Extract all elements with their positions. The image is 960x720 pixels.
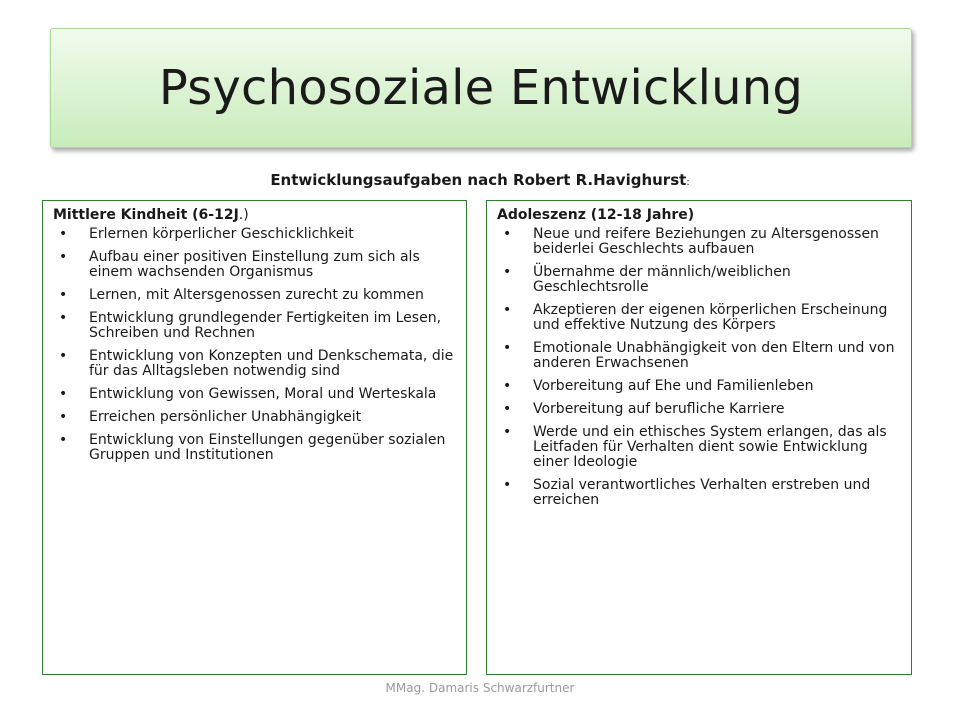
list-item bbox=[497, 265, 901, 295]
right-column-box bbox=[486, 200, 912, 675]
list-item-text: Vorbereitung auf berufliche Karriere bbox=[533, 401, 785, 417]
bullet-icon: • bbox=[503, 226, 512, 242]
list-item bbox=[497, 425, 901, 470]
list-item-text: Erreichen persönlicher Unabhängigkeit bbox=[89, 409, 362, 425]
bullet-icon: • bbox=[503, 378, 512, 394]
title-banner bbox=[50, 28, 912, 148]
list-item bbox=[53, 250, 456, 280]
list-item bbox=[53, 227, 456, 242]
list-item bbox=[53, 410, 456, 425]
list-item-text: Vorbereitung auf Ehe und Familienleben bbox=[533, 378, 814, 394]
list-item-text: Entwicklung von Gewissen, Moral und Werteskala bbox=[89, 386, 437, 402]
bullet-icon: • bbox=[59, 249, 68, 265]
bullet-icon: • bbox=[503, 401, 512, 417]
list-item-text: Erlernen körperlicher Geschicklichkeit bbox=[89, 226, 354, 242]
bullet-icon: • bbox=[503, 340, 512, 356]
list-item-text: Entwicklung grundlegender Fertigkeiten im Lesen, Schreiben und Rechnen bbox=[89, 310, 442, 341]
bullet-icon: • bbox=[59, 409, 68, 425]
list-item-text: Akzeptieren der eigenen körperlichen Erscheinung und effektive Nutzung des Körpers bbox=[533, 302, 888, 333]
bullet-icon: • bbox=[59, 287, 68, 303]
left-heading-text: Mittlere Kindheit (6-12J bbox=[53, 207, 239, 223]
left-heading-rest: .) bbox=[238, 207, 249, 223]
list-item bbox=[53, 433, 456, 463]
bullet-icon: • bbox=[503, 302, 512, 318]
bullet-icon: • bbox=[59, 226, 68, 242]
list-item bbox=[53, 349, 456, 379]
list-item-text: Emotionale Unabhängigkeit von den Eltern und von anderen Erwachsenen bbox=[533, 340, 895, 371]
slide-title: Psychosoziale Entwicklung bbox=[158, 60, 804, 116]
list-item-text: Lernen, mit Altersgenossen zurecht zu kommen bbox=[89, 287, 424, 303]
bullet-icon: • bbox=[503, 264, 512, 280]
list-item-text: Entwicklung von Konzepten und Denkschemata, die für das Alltagsleben notwendig sind bbox=[89, 348, 454, 379]
bullet-icon: • bbox=[59, 432, 68, 448]
list-item-text: Werde und ein ethisches System erlangen, das als Leitfaden für Verhalten dient sowie Entwicklung einer Ideologie bbox=[533, 424, 887, 470]
left-column-box bbox=[42, 200, 467, 675]
list-item bbox=[53, 387, 456, 402]
left-bullet-list bbox=[53, 227, 456, 463]
bullet-icon: • bbox=[59, 386, 68, 402]
left-column-heading bbox=[53, 207, 456, 223]
list-item bbox=[53, 311, 456, 341]
list-item bbox=[497, 402, 901, 417]
footer-author: MMag. Damaris Schwarzfurtner bbox=[0, 681, 960, 695]
bullet-icon: • bbox=[503, 477, 512, 493]
right-column-heading: Adoleszenz (12-18 Jahre) bbox=[497, 207, 695, 223]
list-item-text: Sozial verantwortliches Verhalten erstreben und erreichen bbox=[533, 477, 871, 508]
bullet-icon: • bbox=[59, 348, 68, 364]
list-item-text: Entwicklung von Einstellungen gegenüber sozialen Gruppen und Institutionen bbox=[89, 432, 446, 463]
list-item bbox=[497, 478, 901, 508]
list-item bbox=[497, 303, 901, 333]
subtitle bbox=[0, 171, 960, 189]
list-item-text: Neue und reifere Beziehungen zu Altersgenossen beiderlei Geschlechts aufbauen bbox=[533, 226, 879, 257]
subtitle-colon: : bbox=[686, 177, 690, 188]
list-item bbox=[497, 379, 901, 394]
bullet-icon: • bbox=[59, 310, 68, 326]
subtitle-text: Entwicklungsaufgaben nach Robert R.Havighurst bbox=[270, 171, 687, 189]
right-bullet-list bbox=[497, 227, 901, 508]
list-item bbox=[497, 341, 901, 371]
list-item bbox=[497, 227, 901, 257]
bullet-icon: • bbox=[503, 424, 512, 440]
list-item bbox=[53, 288, 456, 303]
list-item-text: Aufbau einer positiven Einstellung zum sich als einem wachsenden Organismus bbox=[89, 249, 420, 280]
list-item-text: Übernahme der männlich/weiblichen Geschlechtsrolle bbox=[533, 264, 791, 295]
